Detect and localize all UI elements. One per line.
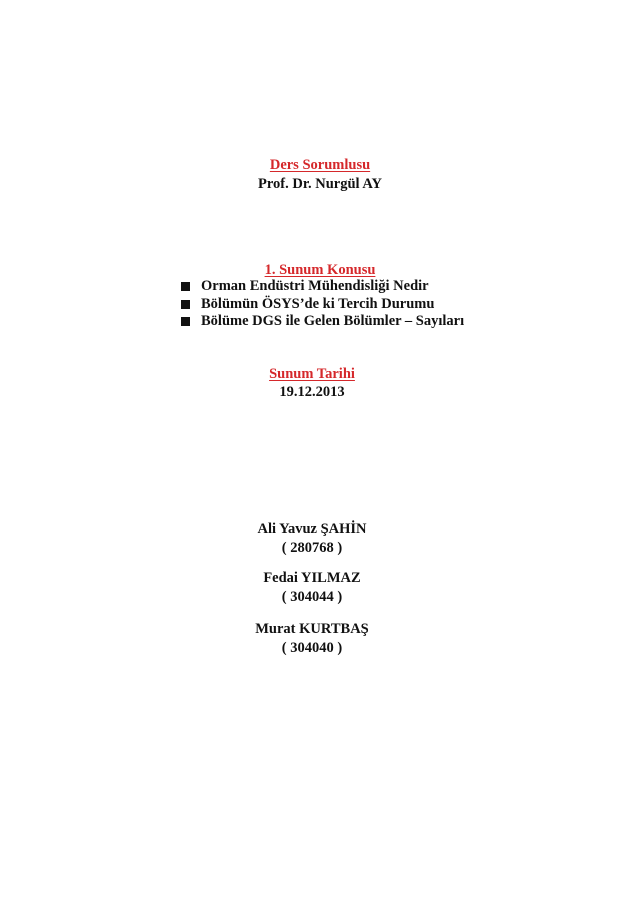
student-name: Fedai YILMAZ [263, 570, 361, 586]
student-id: ( 304040 ) [281, 640, 343, 656]
student-name: Murat KURTBAŞ [255, 621, 369, 637]
topic-item-text: Bölüme DGS ile Gelen Bölümler – Sayıları [201, 312, 465, 329]
topic-item-text: Orman Endüstri Mühendisliği Nedir [201, 277, 429, 294]
student-id: ( 304044 ) [281, 589, 343, 605]
advisor-heading: Ders Sorumlusu [269, 157, 371, 173]
advisor-name: Prof. Dr. Nurgül AY [258, 176, 382, 192]
date-heading: Sunum Tarihi [269, 366, 355, 382]
topic-list-item [181, 312, 464, 330]
date-value: 19.12.2013 [279, 384, 345, 400]
topic-item-text: Bölümün ÖSYS’de ki Tercih Durumu [201, 295, 435, 312]
square-bullet-icon [181, 282, 190, 291]
topic-list-item [181, 277, 429, 295]
square-bullet-icon [181, 317, 190, 326]
square-bullet-icon [181, 300, 190, 309]
student-id: ( 280768 ) [281, 540, 343, 556]
topic-list-item [181, 295, 434, 313]
topic-heading: 1. Sunum Konusu [264, 262, 376, 278]
student-name: Ali Yavuz ŞAHİN [257, 521, 367, 537]
